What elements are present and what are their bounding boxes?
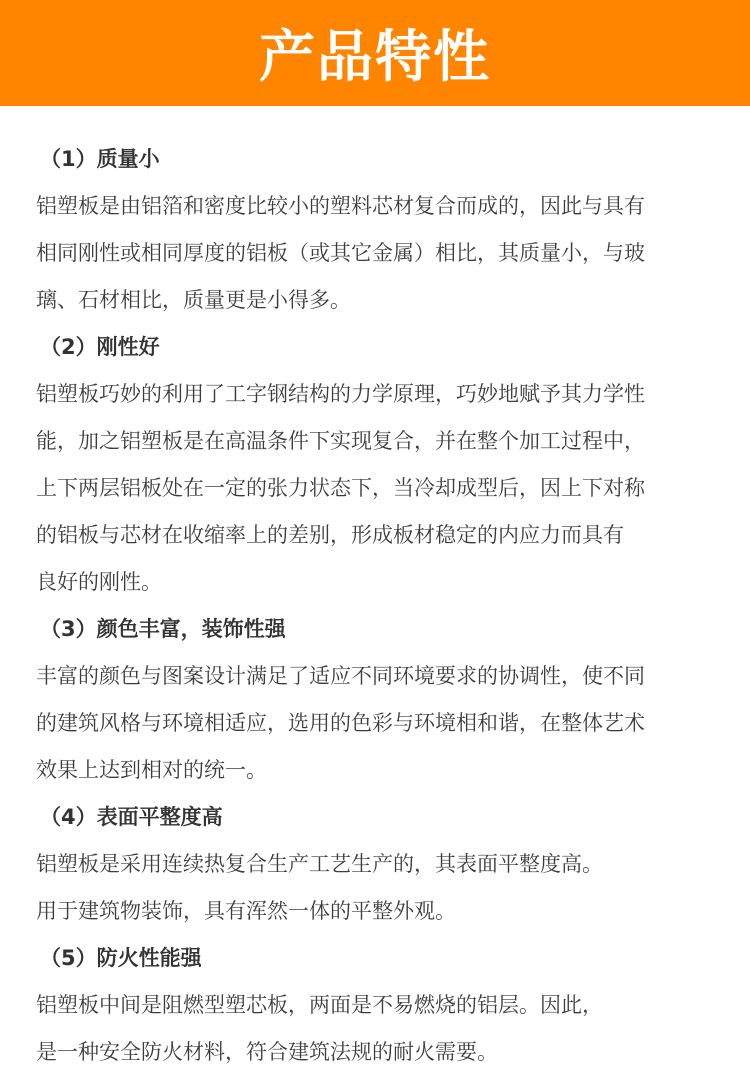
section-heading: （3）颜色丰富，装饰性强 — [40, 617, 286, 641]
section-heading: （4）表面平整度高 — [40, 805, 223, 829]
paragraph-line: 上下两层铝板处在一定的张力状态下，当冷却成型后，因上下对称 — [36, 476, 645, 500]
section-heading: （5）防火性能强 — [40, 946, 202, 970]
section-heading: （2）刚性好 — [40, 335, 160, 359]
feature-section — [36, 794, 714, 935]
feature-section — [36, 324, 714, 606]
paragraph-line: 铝塑板是由铝箔和密度比较小的塑料芯材复合而成的，因此与具有 — [36, 194, 645, 218]
paragraph-line: 是一种安全防火材料，符合建筑法规的耐火需要。 — [36, 1040, 498, 1064]
feature-section — [36, 935, 714, 1076]
paragraph-line: 铝塑板巧妙的利用了工字钢结构的力学原理，巧妙地赋予其力学性 — [36, 382, 645, 406]
paragraph-line: 用于建筑物装饰，具有浑然一体的平整外观。 — [36, 899, 456, 923]
paragraph-line: 铝塑板是采用连续热复合生产工艺生产的，其表面平整度高。 — [36, 852, 603, 876]
page-title: 产品特性 — [259, 25, 491, 90]
feature-section — [36, 136, 714, 324]
paragraph-line: 铝塑板中间是阻燃型塑芯板，两面是不易燃烧的铝层。因此， — [36, 993, 603, 1017]
feature-section — [36, 606, 714, 794]
paragraph-line: 能，加之铝塑板是在高温条件下实现复合，并在整个加工过程中， — [36, 429, 645, 453]
paragraph-line: 良好的刚性。 — [36, 570, 162, 594]
section-heading: （1）质量小 — [40, 147, 160, 171]
paragraph-line: 丰富的颜色与图案设计满足了适应不同环境要求的协调性，使不同 — [36, 664, 645, 688]
paragraph-line: 相同刚性或相同厚度的铝板（或其它金属）相比，其质量小，与玻 — [36, 241, 645, 265]
paragraph-line: 璃、石材相比，质量更是小得多。 — [36, 288, 351, 312]
header-banner — [0, 0, 750, 106]
paragraph-line: 的建筑风格与环境相适应，选用的色彩与环境相和谐，在整体艺术 — [36, 711, 645, 735]
paragraph-line: 效果上达到相对的统一。 — [36, 758, 267, 782]
feature-list — [0, 106, 750, 1076]
paragraph-line: 的铝板与芯材在收缩率上的差别，形成板材稳定的内应力而具有 — [36, 523, 624, 547]
